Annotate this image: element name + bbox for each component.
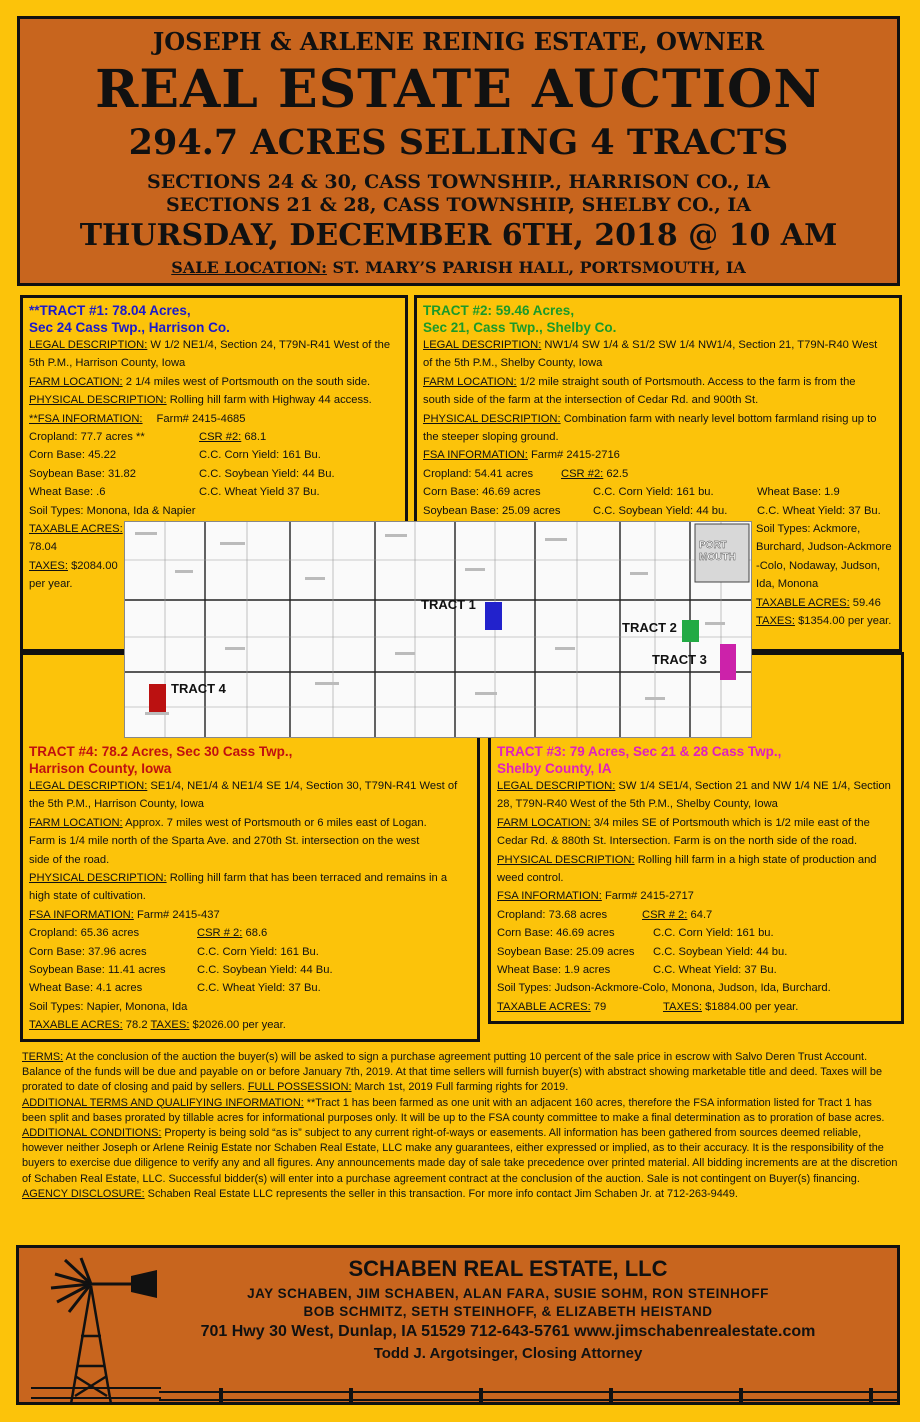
sale-location-value: ST. MARY’S PARISH HALL, PORTSMOUTH, IA	[326, 258, 746, 277]
map-label-tract-1: TRACT 1	[421, 597, 476, 612]
sections-line-2: SECTIONS 21 & 28, CASS TOWNSHIP, SHELBY CO., IA	[165, 194, 752, 216]
soil-types: Soil Types: Judson-Ackmore-Colo, Monona, Judson, Ida, Burchard.	[497, 982, 831, 995]
corn-yield: C.C. Corn Yield: 161 bu.	[653, 927, 774, 940]
agency-text: Schaben Real Estate LLC represents the seller in this transaction. For more info contact Jim Schaben Jr. at 712-263-9449.	[144, 1187, 738, 1200]
soil-types: Soil Types: Monona, Ida & Napier	[29, 504, 196, 517]
tract-2-heading-2: Sec 21, Cass Twp., Shelby Co.	[423, 320, 617, 335]
fsa-label: **FSA INFORMATION:	[29, 412, 143, 425]
tract-4-wheat-row	[29, 979, 471, 997]
conditions-label: ADDITIONAL CONDITIONS:	[22, 1127, 162, 1140]
possession-label: FULL POSSESSION:	[247, 1081, 352, 1094]
plat-map	[124, 521, 752, 738]
tract-2-physical	[423, 410, 893, 428]
physical-label: PHYSICAL DESCRIPTION:	[497, 853, 635, 866]
fsa-farm-number: Farm# 2415-4685	[156, 412, 246, 425]
soybean-base: Soybean Base: 25.09 acres	[423, 504, 561, 517]
soil-types-4: Ida, Monona	[756, 578, 819, 591]
corn-base: Corn Base: 46.69 acres	[497, 927, 615, 940]
farm-location-text-2: Cedar Rd. & 880th St. Intersection. Farm is on the north side of the road.	[497, 835, 858, 848]
corn-base: Corn Base: 37.96 acres	[29, 945, 147, 958]
tract-3-legal	[497, 777, 895, 795]
corn-base: Corn Base: 46.69 acres	[423, 486, 541, 499]
taxes-value: $1354.00 per year.	[794, 615, 892, 628]
wheat-base: Wheat Base: 1.9	[757, 486, 840, 499]
legal-label: LEGAL DESCRIPTION:	[423, 339, 542, 351]
terms-paragraph	[22, 1050, 898, 1096]
taxes-label: TAXES:	[150, 1019, 190, 1032]
tract-3-parcel	[720, 644, 736, 680]
tract-1-farm-location	[29, 373, 399, 391]
farm-location-text: 1/2 mile straight south of Portsmouth. Access to the farm is from the	[516, 375, 856, 388]
taxable-value: 59.46	[849, 596, 881, 609]
tract-3-farm-location	[497, 814, 895, 832]
legal-text-2: 28, T79N-R40 West of the 5th P.M., Shelby County, Iowa	[497, 798, 778, 811]
taxes-value: $1884.00 per year.	[701, 1000, 799, 1013]
map-label-tract-3: TRACT 3	[652, 652, 707, 667]
tract-4-heading-2: Harrison County, Iowa	[29, 761, 172, 776]
soil-types-2: Burchard, Judson-Ackmore	[756, 541, 892, 554]
csr-value: 68.1	[241, 431, 267, 444]
soybean-yield: C.C. Soybean Yield: 44 Bu.	[197, 964, 333, 977]
csr-label: CSR #2:	[199, 431, 242, 444]
wheat-yield: C.C. Wheat Yield: 37 Bu.	[757, 504, 881, 517]
farm-location-text-3: side of the road.	[29, 853, 110, 866]
physical-text: Combination farm with nearly level bottom farmland rising up to	[560, 412, 877, 425]
map-label-portsmouth-1: PORT	[699, 540, 727, 551]
soil-types-3: -Colo, Nodaway, Judson,	[756, 559, 881, 572]
taxes-value: $2026.00 per year.	[189, 1019, 286, 1032]
soybean-yield: C.C. Soybean Yield: 44 bu.	[593, 504, 728, 517]
tract-1-fsa	[29, 410, 399, 428]
cropland: Cropland: 77.7 acres **	[29, 431, 145, 444]
tract-2-farm-location	[423, 373, 893, 391]
physical-label: PHYSICAL DESCRIPTION:	[29, 872, 167, 885]
conditions-text: Property is being sold “as is” subject to any current right-of-ways or easements. All information has been gathered from sources deemed reliable, however neither Joseph or Arlene Reinig Estate nor Schaben Real Estate, LLC make any guarantees, either expressed or implied, as to their accuracy. It is the responsibility of the buyers to exercise due diligence to verify any and all figures. Any announcements made day of sale take precedence over printed material. All bidding increments are at the discretion of Schaben Real Estate, LLC. Successful bidder(s) will enter into a purchase agreement contract at the conclusion of the auction. Sale is not contingent on Buyer(s) financing.	[22, 1127, 898, 1185]
wheat-base: Wheat Base: 4.1 acres	[29, 982, 143, 995]
auction-date: THURSDAY, DECEMBER 6TH, 2018 @ 10 AM	[79, 218, 838, 253]
tract-2-taxes	[756, 612, 893, 630]
agency-paragraph	[22, 1187, 898, 1202]
taxable-label: TAXABLE ACRES:	[29, 1019, 123, 1032]
tract-1-soy-row	[29, 465, 399, 483]
acres-line: 294.7 ACRES SELLING 4 TRACTS	[128, 122, 789, 163]
tract-3-physical	[497, 851, 895, 869]
legal-text-2: of the 5th P.M., Shelby County, Iowa	[423, 357, 603, 370]
possession-text: March 1st, 2019 Full farming rights for 2019.	[351, 1081, 569, 1094]
tract-1-cropland-row	[29, 428, 399, 446]
legal-text-2: 5th P.M., Harrison County, Iowa	[29, 357, 186, 370]
taxes-label: TAXES:	[663, 1000, 702, 1013]
tract-1-parcel	[485, 602, 502, 630]
legal-text: SW 1/4 SE1/4, Section 21 and NW 1/4 NE 1/4, Section	[615, 780, 891, 792]
tract-2-soy-row	[423, 502, 893, 520]
tract-2-fsa	[423, 446, 893, 464]
tract-4-soy-row	[29, 961, 471, 979]
terms-text: At the conclusion of the auction the buyer(s) will be asked to sign a purchase agreement putting 10 percent of the sale price in escrow with Salvo Deren Trust Account. Balance of the funds will be due and payable on or before January 7th, 2019. At that time sellers will furnish buyer(s) with abstract showing marketable title and deed. Taxes will be prorated to date of closing and paid by sellers.	[22, 1051, 883, 1094]
csr-value: 62.5	[603, 467, 629, 480]
sale-location-label: SALE LOCATION:	[171, 258, 327, 277]
terms-section	[22, 1050, 898, 1202]
farm-location-label: FARM LOCATION:	[423, 375, 517, 388]
csr-label: CSR # 2:	[197, 927, 243, 940]
physical-text: Rolling hill farm that has been terraced and remains in a	[166, 872, 448, 885]
tract-2-heading-1: TRACT #2: 59.46 Acres,	[423, 303, 575, 318]
fsa-label: FSA INFORMATION:	[423, 449, 528, 462]
taxable-value: 79	[590, 1000, 607, 1013]
soybean-yield: C.C. Soybean Yield: 44 bu.	[653, 945, 788, 958]
farm-location-text-2: Farm is 1/4 mile north of the Sparta Ave. and 270th St. intersection on the west	[29, 835, 420, 848]
footer-banner	[16, 1245, 900, 1405]
cropland: Cropland: 65.36 acres	[29, 927, 140, 940]
tract-3-wheat-row	[497, 961, 895, 979]
soil-types: Soil Types: Napier, Monona, Ida	[29, 1000, 188, 1013]
terms-label: TERMS:	[22, 1051, 64, 1063]
taxes-value: $2084.00	[67, 559, 118, 572]
tract-3-heading-2: Shelby County, IA	[497, 761, 612, 776]
fsa-label: FSA INFORMATION:	[29, 908, 134, 921]
tract-4-cropland-row	[29, 924, 471, 942]
tract-3-heading-1: TRACT #3: 79 Acres, Sec 21 & 28 Cass Twp.,	[497, 744, 782, 759]
cropland: Cropland: 54.41 acres	[423, 467, 534, 480]
taxes-label: TAXES:	[29, 559, 68, 572]
owner-line: JOSEPH & ARLENE REINIG ESTATE, OWNER	[152, 27, 765, 56]
tract-1-corn-row	[29, 446, 399, 464]
tract-4-parcel	[149, 684, 166, 712]
additional-terms-paragraph	[22, 1096, 898, 1126]
tract-4-fsa	[29, 906, 471, 924]
physical-text-2: the steeper sloping ground.	[423, 431, 559, 444]
corn-yield: C.C. Corn Yield: 161 Bu.	[197, 945, 319, 958]
fsa-farm-number: Farm# 2415-2716	[527, 449, 620, 462]
physical-label: PHYSICAL DESCRIPTION:	[423, 412, 561, 425]
tract-4-physical	[29, 869, 471, 887]
company-name: SCHABEN REAL ESTATE, LLC	[348, 1256, 668, 1281]
contact-line: 701 Hwy 30 West, Dunlap, IA 51529 712-643-5761 www.jimschabenrealestate.com	[200, 1323, 816, 1340]
soil-types-1: Soil Types: Ackmore,	[756, 523, 861, 536]
farm-location-label: FARM LOCATION:	[497, 816, 591, 829]
soybean-base: Soybean Base: 31.82	[29, 467, 136, 480]
corn-yield: C.C. Corn Yield: 161 bu.	[593, 486, 714, 499]
tract-4-legal	[29, 777, 471, 795]
csr-value: 64.7	[687, 908, 713, 921]
map-label-tract-4: TRACT 4	[171, 681, 226, 696]
physical-label: PHYSICAL DESCRIPTION:	[29, 394, 167, 407]
wheat-yield: C.C. Wheat Yield: 37 Bu.	[197, 982, 321, 995]
legal-label: LEGAL DESCRIPTION:	[497, 780, 616, 792]
csr-label: CSR # 2:	[642, 908, 688, 921]
physical-text-2: weed control.	[497, 872, 564, 885]
fsa-farm-number: Farm# 2415-2717	[601, 890, 694, 903]
tract-3-fsa	[497, 887, 895, 905]
header-banner	[17, 16, 900, 286]
taxable-label: TAXABLE ACRES:	[29, 523, 123, 536]
fence-graphic	[159, 1388, 899, 1404]
tract-1-heading-2: Sec 24 Cass Twp., Harrison Co.	[29, 320, 230, 335]
legal-text: NW1/4 SW 1/4 & S1/2 SW 1/4 NW1/4, Section 21, T79N-R40 West	[541, 339, 878, 351]
soybean-base: Soybean Base: 25.09 acres	[497, 945, 635, 958]
taxable-label: TAXABLE ACRES:	[497, 1000, 591, 1013]
agency-label: AGENCY DISCLOSURE:	[22, 1187, 145, 1200]
tract-4-farm-location	[29, 814, 471, 832]
tract-4-heading-1: TRACT #4: 78.2 Acres, Sec 30 Cass Twp.,	[29, 744, 293, 759]
tract-3-corn-row	[497, 924, 895, 942]
corn-yield: C.C. Corn Yield: 161 Bu.	[199, 449, 321, 462]
farm-location-text-2: south side of the farm at the intersection of Cedar Rd. and 900th St.	[423, 394, 759, 407]
farm-location-text: Approx. 7 miles west of Portsmouth or 6 miles east of Logan.	[122, 816, 427, 829]
plat-map-graphic	[125, 522, 751, 737]
farm-location-label: FARM LOCATION:	[29, 375, 123, 388]
taxes-label: TAXES:	[756, 615, 795, 628]
csr-label: CSR #2:	[561, 467, 604, 480]
map-label-tract-2: TRACT 2	[622, 620, 677, 635]
corn-base: Corn Base: 45.22	[29, 449, 117, 462]
per-year: per year.	[29, 578, 73, 591]
cropland: Cropland: 73.68 acres	[497, 908, 608, 921]
taxable-value: 78.04	[29, 541, 57, 554]
tract-2-legal	[423, 336, 893, 354]
wheat-base: Wheat Base: 1.9 acres	[497, 964, 611, 977]
legal-text: W 1/2 NE1/4, Section 24, T79N-R41 West of the	[147, 339, 391, 351]
csr-value: 68.6	[242, 927, 268, 940]
tract-2-parcel	[682, 620, 699, 642]
taxable-label: TAXABLE ACRES:	[756, 596, 850, 609]
tract-1-heading-1: **TRACT #1: 78.04 Acres,	[29, 303, 191, 318]
attorney-line: Todd J. Argotsinger, Closing Attorney	[373, 1345, 643, 1362]
auction-title: REAL ESTATE AUCTION	[95, 59, 822, 120]
legal-text: SE1/4, NE1/4 & NE1/4 SE 1/4, Section 30, T79N-R41 West of	[147, 780, 458, 792]
tract-3-cropland-row	[497, 906, 895, 924]
farm-location-text: 3/4 miles SE of Portsmouth which is 1/2 mile east of the	[590, 816, 870, 829]
sections-line-1: SECTIONS 24 & 30, CASS TOWNSHIP., HARRISON CO., IA	[147, 171, 770, 193]
tract-4-corn-row	[29, 943, 471, 961]
agents-line-1: JAY SCHABEN, JIM SCHABEN, ALAN FARA, SUSIE SOHM, RON STEINHOFF	[247, 1286, 769, 1301]
tract-2-corn-row	[423, 483, 893, 501]
tract-1-legal	[29, 336, 399, 354]
physical-text: Rolling hill farm in a high state of production and	[634, 853, 877, 866]
physical-text-2: high state of cultivation.	[29, 890, 146, 903]
farm-location-text: 2 1/4 miles west of Portsmouth on the south side.	[122, 375, 371, 388]
fsa-label: FSA INFORMATION:	[497, 890, 602, 903]
tract-3-taxes-row	[497, 998, 895, 1016]
farm-location-label: FARM LOCATION:	[29, 816, 123, 829]
tract-4-taxes-row	[29, 1016, 471, 1034]
fsa-farm-number: Farm# 2415-437	[133, 908, 220, 921]
legal-text-2: the 5th P.M., Harrison County, Iowa	[29, 798, 204, 811]
map-label-portsmouth-2: MOUTH	[699, 552, 736, 563]
sale-location	[20, 258, 897, 277]
wheat-yield: C.C. Wheat Yield 37 Bu.	[199, 486, 320, 499]
soybean-base: Soybean Base: 11.41 acres	[29, 964, 166, 977]
tract-2-taxable	[756, 594, 893, 612]
tract-1-physical	[29, 391, 399, 409]
taxable-value: 78.2	[122, 1019, 151, 1032]
wheat-yield: C.C. Wheat Yield: 37 Bu.	[653, 964, 777, 977]
additional-terms-label: ADDITIONAL TERMS AND QUALIFYING INFORMATION:	[22, 1096, 304, 1109]
soybean-yield: C.C. Soybean Yield: 44 Bu.	[199, 467, 335, 480]
agents-line-2: BOB SCHMITZ, SETH STEINHOFF, & ELIZABETH HEISTAND	[303, 1304, 713, 1319]
tract-3-soy-row	[497, 943, 895, 961]
tract-2-cropland-row	[423, 465, 893, 483]
conditions-paragraph	[22, 1126, 898, 1187]
wheat-base: Wheat Base: .6	[29, 486, 106, 499]
legal-label: LEGAL DESCRIPTION:	[29, 780, 148, 792]
legal-label: LEGAL DESCRIPTION:	[29, 339, 148, 351]
additional-terms-text: **Tract 1 has been farmed as one unit with an adjacent 160 acres, therefore the FSA information listed for Tract 1 has been split and bases prorated by tillable acres for informational purposes only. It will be up to the FSA county committee to make a final determination as to proration of base acres.	[22, 1096, 885, 1124]
physical-text: Rolling hill farm with Highway 44 access.	[166, 394, 372, 407]
tract-1-wheat-row	[29, 483, 399, 501]
